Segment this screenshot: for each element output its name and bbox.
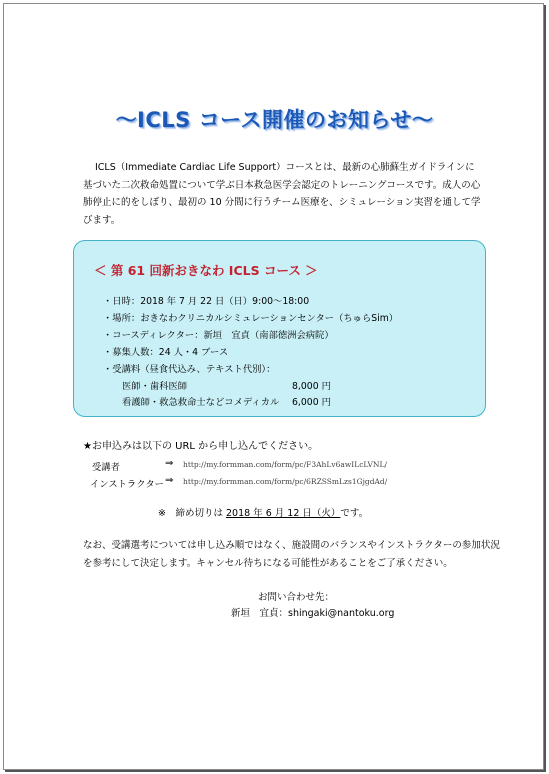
apply-heading: ★お申込みは以下の URL から申し込んでください。 [83,441,319,452]
deadline-date: 2018 年 6 月 12 日（火） [225,508,341,519]
page-title: ～ICLS コース開催のお知らせ～ [115,108,434,132]
arrow-right-icon: ⇒ [165,475,174,486]
deadline-prefix: ※ 締め切りは [158,508,226,519]
intro-paragraph: ICLS（Immediate Cardiac Life Support）コースとは、最新の心肺蘇生ガイドラインに基づいた二次救命処置について学ぶ日本救急医学会認定のトレーニングコースです。成人の心肺停止に的をしぼり、最初の 10 分間に行うチーム医療を、シミュレーション実習を通して学びます。 [83,162,481,226]
fee-price-doctor: 8,000 円 [292,381,331,392]
participant-signup-link[interactable]: http://my.formman.com/form/pc/F3AhLv6awILcLVNL/ [183,460,387,469]
contact-value: 新垣 宜貞：shingaki@nantoku.org [231,608,395,619]
course-capacity: ・募集人数：24 人・4 ブース [103,347,229,358]
deadline-notice [158,505,368,519]
arrow-right-icon: ⇒ [165,458,174,469]
instructor-signup-link[interactable]: http://my.formman.com/form/pc/6RZSSmLzs1GjgdAd/ [183,477,388,486]
course-heading: ＜ 第 61 回新おきなわ ICLS コース ＞ [94,263,318,278]
contact-label: お問い合わせ先： [258,592,335,603]
course-date: ・日時：2018 年 7 月 22 日（日）9:00～18:00 [103,296,310,307]
course-fee-heading: ・受講料（昼食代込み、テキスト代別）： [103,364,276,375]
deadline-suffix: です。 [340,508,369,519]
fee-label-doctor: 医師・歯科医師 [122,381,188,392]
course-info-box [73,240,486,417]
apply-role-instructor: インストラクター [90,479,164,490]
selection-note: なお、受講選考については申し込み順ではなく、施設間のバランスやインストラクターの参加状況を参考にして決定します。キャンセル待ちになる可能性があることをご了承ください。 [83,540,500,569]
course-director: ・コースディレクター：新垣 宜貞（南部徳洲会病院） [103,330,334,341]
apply-role-participant: 受講者 [92,462,120,473]
fee-label-comedical: 看護師・救急救命士などコメディカル [122,397,280,408]
course-venue: ・場所：おきなわクリニカルシミュレーションセンター（ちゅらSim） [103,313,399,324]
fee-price-comedical: 6,000 円 [292,397,331,408]
